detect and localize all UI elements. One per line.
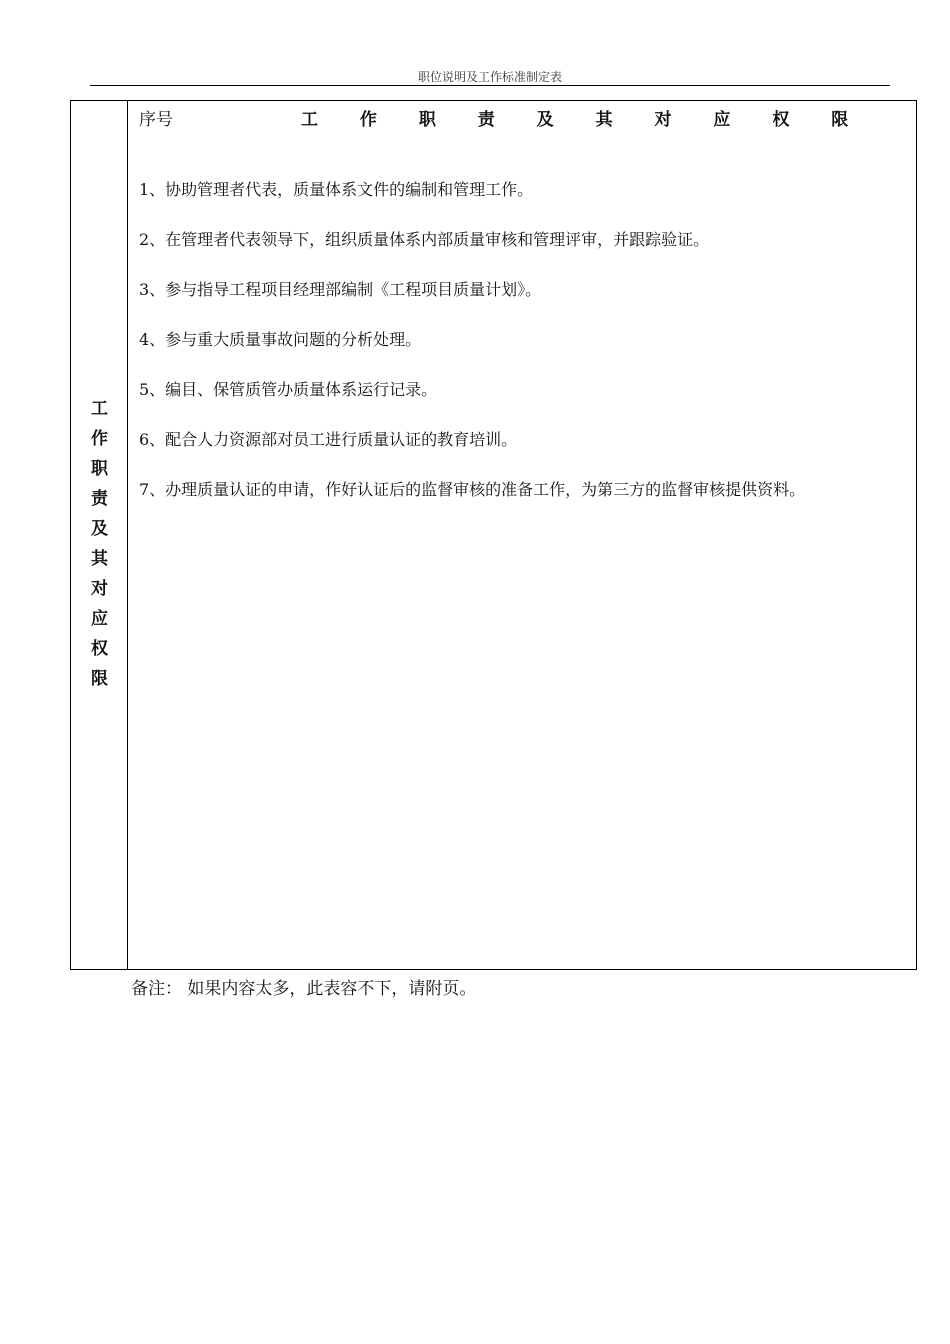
duty-item: 1、协助管理者代表，质量体系文件的编制和管理工作。 bbox=[139, 180, 534, 199]
side-label-char: 工 bbox=[91, 399, 108, 419]
duty-list bbox=[139, 177, 879, 527]
side-label-char: 应 bbox=[91, 609, 108, 629]
duty-item: 2、在管理者代表领导下，组织质量体系内部质量审核和管理评审，并跟踪验证。 bbox=[139, 230, 710, 249]
side-label-char: 其 bbox=[91, 549, 108, 569]
side-label-cell bbox=[71, 101, 128, 969]
side-label-char: 对 bbox=[91, 579, 108, 599]
side-label-char: 职 bbox=[91, 459, 108, 479]
header-rule bbox=[90, 85, 890, 86]
duties-table bbox=[70, 100, 917, 970]
page-header-title: 职位说明及工作标准制定表 bbox=[417, 70, 562, 84]
side-label-char: 责 bbox=[91, 489, 108, 509]
content-header-row bbox=[139, 105, 916, 129]
duty-item: 7、办理质量认证的申请，作好认证后的监督审核的准备工作，为第三方的监督审核提供资料。 bbox=[139, 480, 806, 499]
duty-item: 5、编目、保管质管办质量体系运行记录。 bbox=[139, 380, 438, 399]
duty-item: 6、配合人力资源部对员工进行质量认证的教育培训。 bbox=[139, 430, 518, 449]
side-label-char: 权 bbox=[91, 639, 108, 659]
column-title: 工 作 职 责 及 其 对 应 权 限 bbox=[301, 110, 867, 130]
side-label-char: 限 bbox=[91, 669, 108, 689]
seq-label: 序号 bbox=[139, 110, 173, 130]
side-label-char: 及 bbox=[91, 519, 108, 539]
duty-item: 4、参与重大质量事故问题的分析处理。 bbox=[139, 330, 422, 349]
side-label-char: 作 bbox=[91, 429, 108, 449]
side-label bbox=[71, 394, 128, 694]
footer-note: 备注： 如果内容太多，此表容不下，请附页。 bbox=[131, 979, 477, 999]
duties-content-cell bbox=[129, 101, 916, 969]
duty-item: 3、参与指导工程项目经理部编制《工程项目质量计划》。 bbox=[139, 280, 542, 299]
